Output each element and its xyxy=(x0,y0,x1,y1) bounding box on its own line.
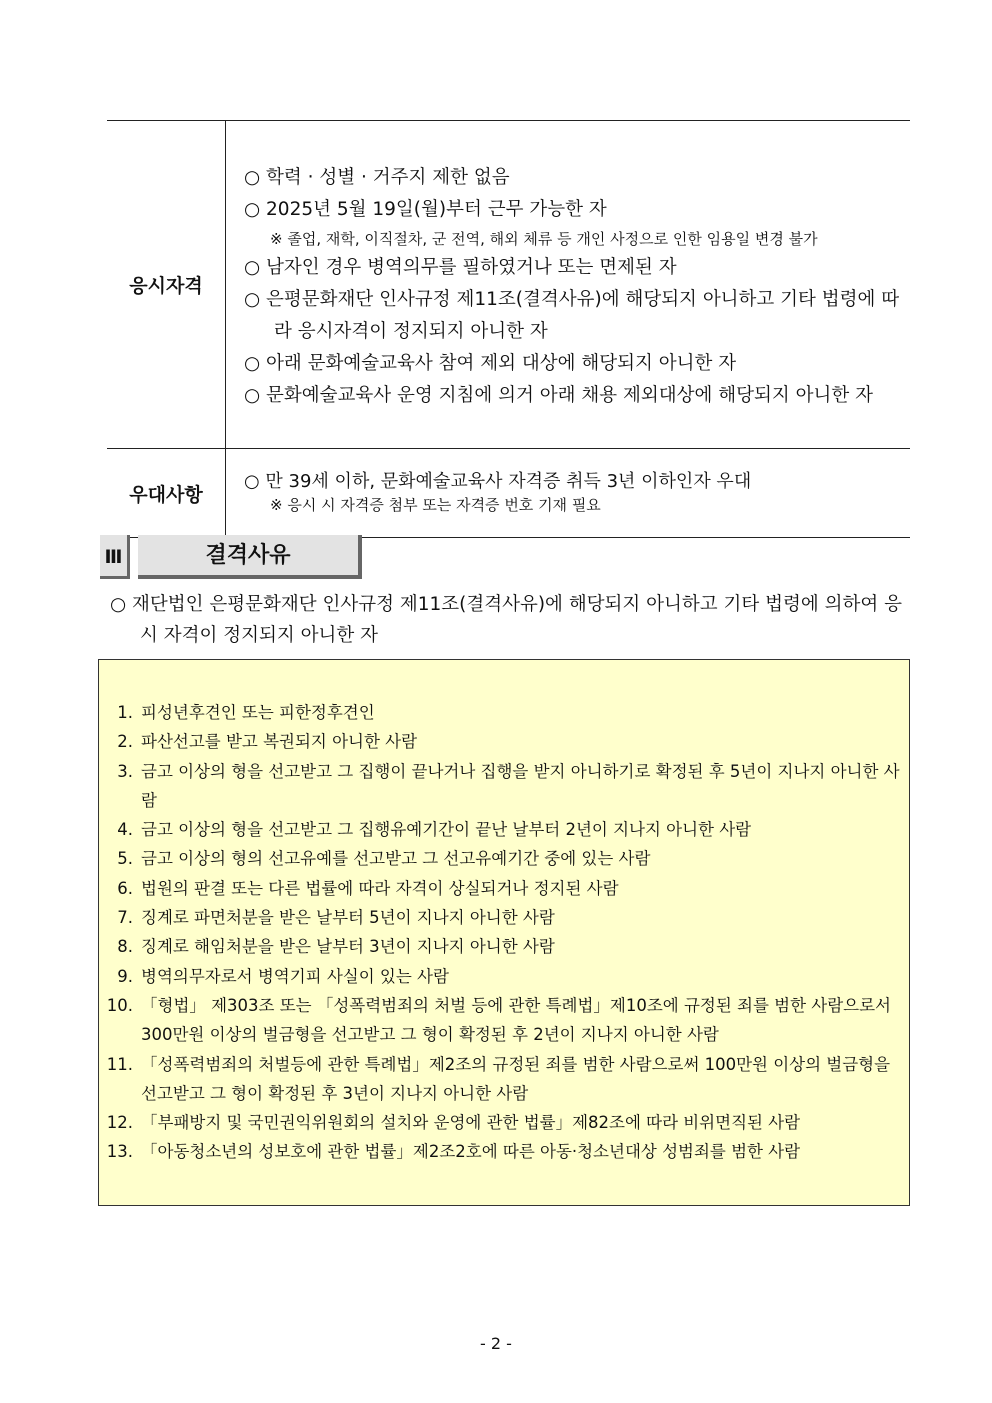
list-item xyxy=(99,815,909,844)
section-description: ○ 재단법인 은평문화재단 인사규정 제11조(결격사유)에 해당되지 아니하고 기타 법령에 의하여 응시 자격이 정지되지 아니한 자 xyxy=(110,594,903,646)
item-number: 5. xyxy=(117,849,133,869)
item-text: 「형법」 제303조 또는 「성폭력범죄의 처벌 등에 관한 특례법」제10조에 규정된 죄를 범한 사람으로서 300만원 이상의 벌금형을 선고받고 그 형이 확정된 후 2년이 지나지 아니한 사람 xyxy=(141,995,891,1045)
qualification-table xyxy=(107,120,910,538)
item-text: 피성년후견인 또는 피한정후견인 xyxy=(141,703,375,722)
item-text: 금고 이상의 형을 선고받고 그 집행이 끝나거나 집행을 받지 아니하기로 확정된 후 5년이 지나지 아니한 사람 xyxy=(141,761,900,810)
section-title: 결격사유 xyxy=(138,535,362,579)
preference-content xyxy=(226,449,911,538)
item-number: 9. xyxy=(117,966,133,986)
list-item xyxy=(99,1108,909,1137)
item-number: 11. xyxy=(106,1054,133,1074)
list-item xyxy=(99,991,909,1050)
item-text: 「아동청소년의 성보호에 관한 법률」제2조2호에 따른 아동·청소년대상 성범죄를 범한 사람 xyxy=(141,1142,801,1162)
list-item xyxy=(99,1050,909,1109)
list-item xyxy=(99,698,909,727)
qualification-item: ○ 문화예술교육사 운영 지침에 의거 아래 채용 제외대상에 해당되지 아니한 자 xyxy=(244,384,873,406)
item-text: 「부패방지 및 국민권익위원회의 설치와 운영에 관한 법률」제82조에 따라 비위면직된 사람 xyxy=(141,1113,801,1133)
page-number: - 2 - xyxy=(480,1334,512,1353)
item-number: 4. xyxy=(117,820,133,840)
preference-row xyxy=(107,449,910,538)
item-text: 징계로 파면처분을 받은 날부터 5년이 지나지 아니한 사람 xyxy=(141,908,555,928)
list-item xyxy=(99,844,909,873)
list-item xyxy=(99,1137,909,1166)
list-item xyxy=(99,757,909,816)
item-text: 「성폭력범죄의 처벌등에 관한 특례법」제2조의 규정된 죄를 범한 사람으로써 100만원 이상의 벌금형을 선고받고 그 형이 확정된 후 3년이 지나지 아니한 사람 xyxy=(141,1054,891,1103)
preference-note: ※ 응시 시 자격증 첨부 또는 자격증 번호 기재 필요 xyxy=(270,496,601,514)
item-number: 12. xyxy=(106,1113,133,1133)
list-item xyxy=(99,962,909,991)
qualification-note: ※ 졸업, 재학, 이직절차, 군 전역, 해외 체류 등 개인 사정으로 인한 임용일 변경 불가 xyxy=(270,229,818,248)
item-text: 금고 이상의 형의 선고유예를 선고받고 그 선고유예기간 중에 있는 사람 xyxy=(141,849,651,869)
qualification-item: ○ 아래 문화예술교육사 참여 제외 대상에 해당되지 아니한 자 xyxy=(244,352,737,374)
list-item xyxy=(99,727,909,756)
item-number: 1. xyxy=(117,703,133,722)
qualification-row xyxy=(107,121,910,449)
qualification-item: ○ 학력 · 성별 · 거주지 제한 없음 xyxy=(244,166,510,188)
disqualification-box xyxy=(98,659,910,1206)
qualification-label: 응시자격 xyxy=(107,121,226,449)
item-text: 법원의 판결 또는 다른 법률에 따라 자격이 상실되거나 정지된 사람 xyxy=(141,878,619,898)
item-text: 파산선고를 받고 복권되지 아니한 사람 xyxy=(141,732,418,752)
item-text: 병역의무자로서 병역기피 사실이 있는 사람 xyxy=(141,966,449,986)
item-number: 10. xyxy=(106,995,133,1015)
list-item xyxy=(99,874,909,903)
preference-item: ○ 만 39세 이하, 문화예술교육사 자격증 취득 3년 이하인자 우대 xyxy=(244,471,752,492)
qualification-item: ○ 은평문화재단 인사규정 제11조(결격사유)에 해당되지 아니하고 기타 법령에 따라 응시자격이 정지되지 아니한 자 xyxy=(244,288,900,342)
item-number: 2. xyxy=(117,732,133,752)
list-item xyxy=(99,932,909,961)
qualification-item: ○ 2025년 5월 19일(월)부터 근무 가능한 자 xyxy=(244,198,607,220)
item-number: 7. xyxy=(117,908,133,928)
item-number: 8. xyxy=(117,937,133,957)
list-item xyxy=(99,903,909,932)
preference-label: 우대사항 xyxy=(107,449,226,538)
item-text: 징계로 해임처분을 받은 날부터 3년이 지나지 아니한 사람 xyxy=(141,937,555,957)
item-text: 금고 이상의 형을 선고받고 그 집행유예기간이 끝난 날부터 2년이 지나지 아니한 사람 xyxy=(141,820,752,840)
qualification-content xyxy=(226,121,911,449)
qualification-item: ○ 남자인 경우 병역의무를 필하였거나 또는 면제된 자 xyxy=(244,256,677,278)
section-number: Ⅲ xyxy=(100,535,130,579)
item-number: 13. xyxy=(106,1142,133,1162)
item-number: 6. xyxy=(117,878,133,898)
item-number: 3. xyxy=(117,761,133,781)
